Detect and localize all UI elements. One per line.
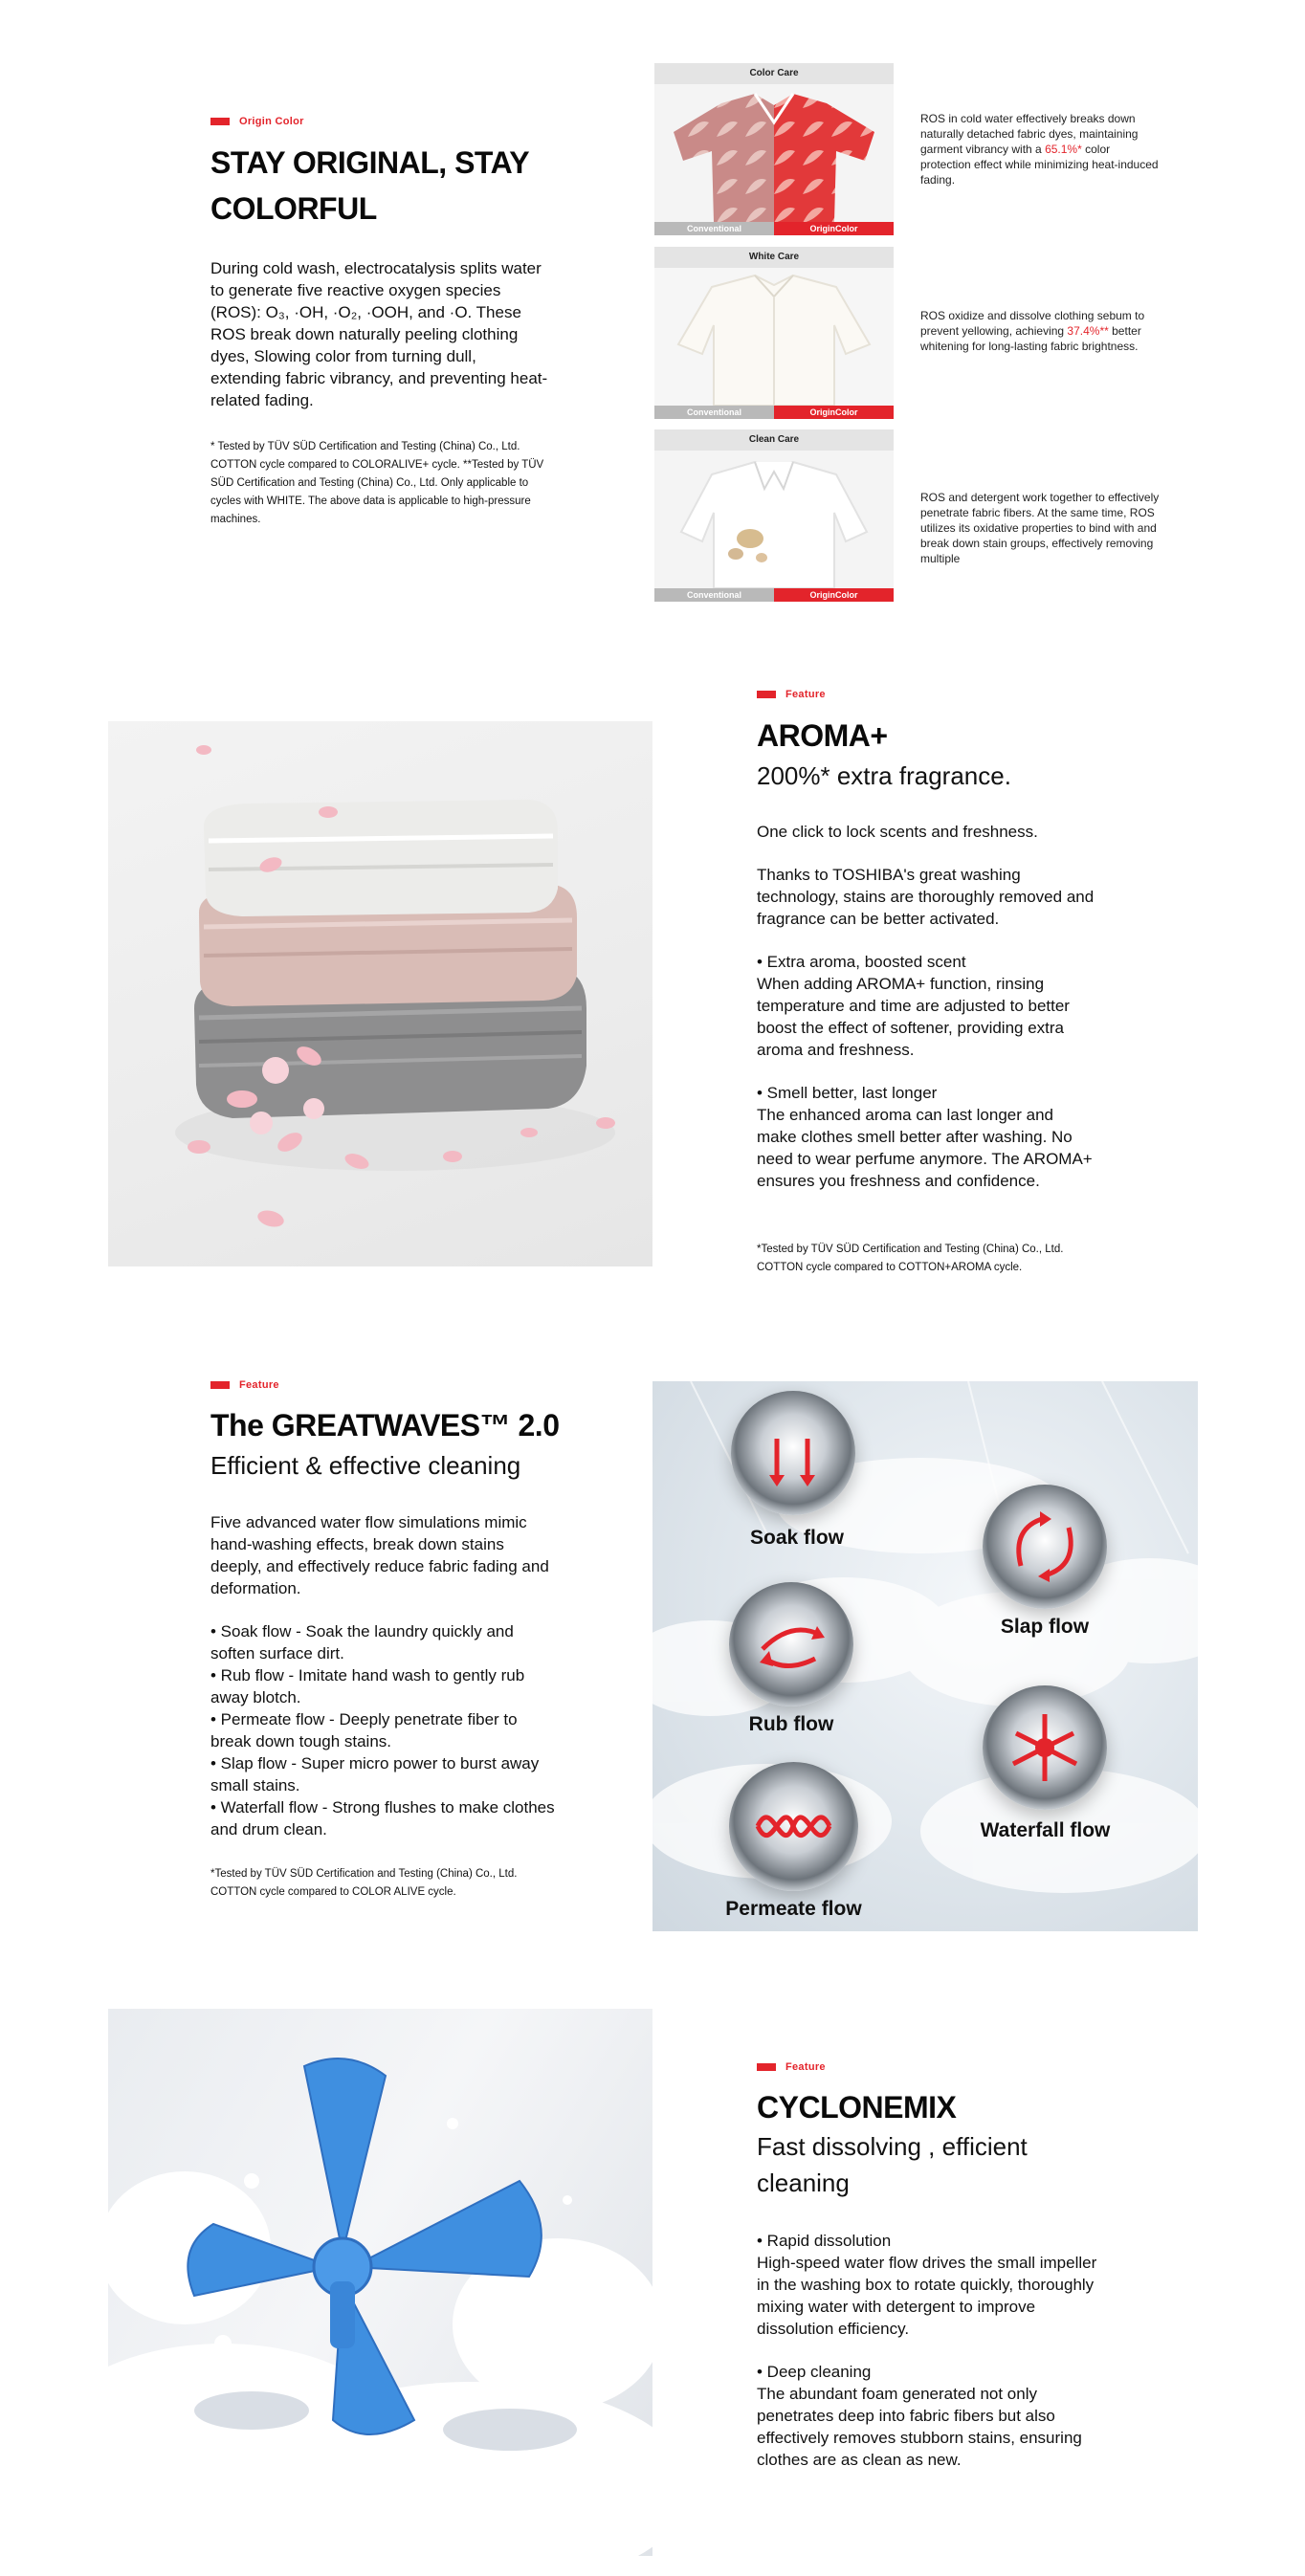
section1-note: * Tested by TÜV SÜD Certification and Testing (China) Co., Ltd. COTTON cycle compared to COLORALIVE+ cycle. **Tested by TÜV SÜD Certification and Testing (China) Co., Ltd. Only applicable to cycles with WHITE. The above data is applicable to high-pressure machines. (210, 441, 544, 525)
aroma-paragraph-2: Thanks to TOSHIBA's great washing technology, stains are thoroughly removed and fragrance can be better activated. (757, 866, 1095, 928)
eyebrow-bar (210, 1381, 230, 1389)
conventional-label: Conventional (654, 588, 774, 602)
eyebrow-label: Feature (785, 689, 826, 700)
origincolor-label: OriginColor (774, 406, 894, 419)
section1-title (210, 140, 593, 231)
title-line-2: COLORFUL (210, 191, 377, 226)
rub-flow-label: Rub flow (748, 1713, 834, 1735)
origincolor-label: OriginColor (774, 222, 894, 235)
eyebrow-label: Feature (239, 1379, 279, 1391)
color-care-card (654, 63, 894, 235)
subtitle-line-2: cleaning (757, 2169, 850, 2197)
eyebrow-label: Feature (785, 2061, 826, 2073)
color-care-description (920, 111, 1160, 187)
cyclonemix-body (757, 2230, 1101, 2492)
cyclonemix-paragraph-2: • Deep cleaning The abundant foam generated not only penetrates deep into fabric fibers but also effectively removes stubborn stains, ensuring clothes are as clean as new. (757, 2363, 1082, 2469)
rub-flow-drum (729, 1582, 853, 1706)
permeate-flow-drum (729, 1762, 858, 1891)
waterfall-flow-label: Waterfall flow (980, 1819, 1111, 1841)
comparison-bar (654, 588, 894, 602)
cyclonemix-title: CYCLONEMIX (757, 2090, 957, 2125)
desc-highlight: 65.1%* (1045, 143, 1082, 156)
slap-flow-label: Slap flow (1000, 1616, 1090, 1638)
conventional-label: Conventional (654, 406, 774, 419)
origin-color-eyebrow (210, 116, 304, 127)
title-line-1: STAY ORIGINAL, STAY (210, 145, 530, 180)
comparison-bar (654, 222, 894, 235)
greatwaves-flow-list: • Soak flow - Soak the laundry quickly and soften surface dirt. • Rub flow - Imitate hand wash to gently rub away blotch. • Permeate flow - Deeply penetrate fiber to break down tough stains. • Slap flow - Super micro power to burst away small stains. • Waterfall flow - Strong flushes to make clothes and drum clean. (210, 1622, 555, 1838)
greatwaves-subtitle: Efficient & effective cleaning (210, 1451, 521, 1480)
slap-flow-drum (983, 1485, 1107, 1609)
greatwaves-title: The GREATWAVES™ 2.0 (210, 1408, 560, 1442)
clean-care-description (920, 490, 1160, 566)
card-head: Clean Care (654, 429, 894, 451)
impeller-photo (108, 2009, 652, 2556)
eyebrow-bar (757, 2063, 776, 2071)
origincolor-label: OriginColor (774, 588, 894, 602)
white-shirt-image (654, 268, 894, 406)
aroma-paragraph-3: • Extra aroma, boosted scent When adding AROMA+ function, rinsing temperature and time are adjusted to better boost the effect of softener, providing extra aroma and freshness. (757, 953, 1070, 1059)
desc-text: ROS oxidize and dissolve clothing sebum to prevent yellowing, achieving (920, 309, 1145, 338)
greatwaves-note: *Tested by TÜV SÜD Certification and Testing (China) Co., Ltd. COTTON cycle compared to COLOR ALIVE cycle. (210, 1868, 518, 1898)
card-head: White Care (654, 247, 894, 268)
desc-text-end: color protection effect while minimizing heat-induced fading. (920, 143, 1159, 187)
waterfall-flow-drum (983, 1685, 1107, 1810)
soak-flow-label: Soak flow (749, 1527, 845, 1549)
eyebrow-label: Origin Color (239, 116, 304, 127)
soak-flow-drum (731, 1391, 855, 1515)
eyebrow-bar (210, 118, 230, 125)
aroma-title: AROMA+ (757, 718, 888, 753)
desc-text-end: better whitening for long-lasting fabric brightness. (920, 324, 1141, 353)
conventional-label: Conventional (654, 222, 774, 235)
cyclonemix-eyebrow (757, 2061, 826, 2073)
aroma-body (757, 821, 1096, 1213)
eyebrow-bar (757, 691, 776, 698)
desc-text: ROS and detergent work together to effectively penetrate fabric fibers. At the same time, ROS utilizes its oxidative properties to bind with and break down stain groups, effectively removing multiple (920, 491, 1160, 565)
subtitle-line-1: Fast dissolving , efficient (757, 2132, 1028, 2161)
greatwaves-paragraph-1: Five advanced water flow simulations mimic hand-washing effects, break down stains deeply, and effectively reduce fabric fading and deformation. (210, 1513, 549, 1597)
color-shirt-image (654, 84, 894, 222)
desc-text: ROS in cold water effectively breaks down naturally detached fabric dyes, maintaining garment vibrancy with a (920, 112, 1139, 156)
cyclonemix-subtitle (757, 2128, 1101, 2201)
clean-care-card (654, 429, 894, 602)
aroma-eyebrow (757, 689, 826, 700)
section1-body: During cold wash, electrocatalysis splits water to generate five reactive oxygen species (ROS): O₃, ·OH, ·O₂, ·OOH, and ·O. These ROS break down naturally peeling clothing dyes, Slowing color from turning dull, extending fabric vibrancy, and preventing heat-related fading. (210, 259, 548, 409)
white-care-card (654, 247, 894, 419)
card-head: Color Care (654, 63, 894, 84)
aroma-paragraph-1: One click to lock scents and freshness. (757, 823, 1038, 841)
aroma-paragraph-4: • Smell better, last longer The enhanced aroma can last longer and make clothes smell better after washing. No need to wear perfume anymore. The AROMA+ ensures you freshness and confidence. (757, 1084, 1093, 1190)
stained-shirt-image (654, 451, 894, 588)
white-care-description (920, 308, 1160, 354)
cyclonemix-paragraph-1: • Rapid dissolution High-speed water flow drives the small impeller in the washing box to rotate quickly, thoroughly mixing water with detergent to improve dissolution efficiency. (757, 2232, 1097, 2338)
towels-photo (108, 721, 652, 1266)
greatwaves-eyebrow (210, 1379, 279, 1391)
aroma-subtitle: 200%* extra fragrance. (757, 761, 1011, 790)
permeate-flow-label: Permeate flow (725, 1898, 862, 1920)
water-flows-graphic (652, 1381, 1198, 1931)
comparison-bar (654, 406, 894, 419)
aroma-note: *Tested by TÜV SÜD Certification and Testing (China) Co., Ltd. COTTON cycle compared to COTTON+AROMA cycle. (757, 1244, 1064, 1273)
desc-highlight: 37.4%** (1067, 324, 1109, 338)
greatwaves-body (210, 1511, 555, 1861)
